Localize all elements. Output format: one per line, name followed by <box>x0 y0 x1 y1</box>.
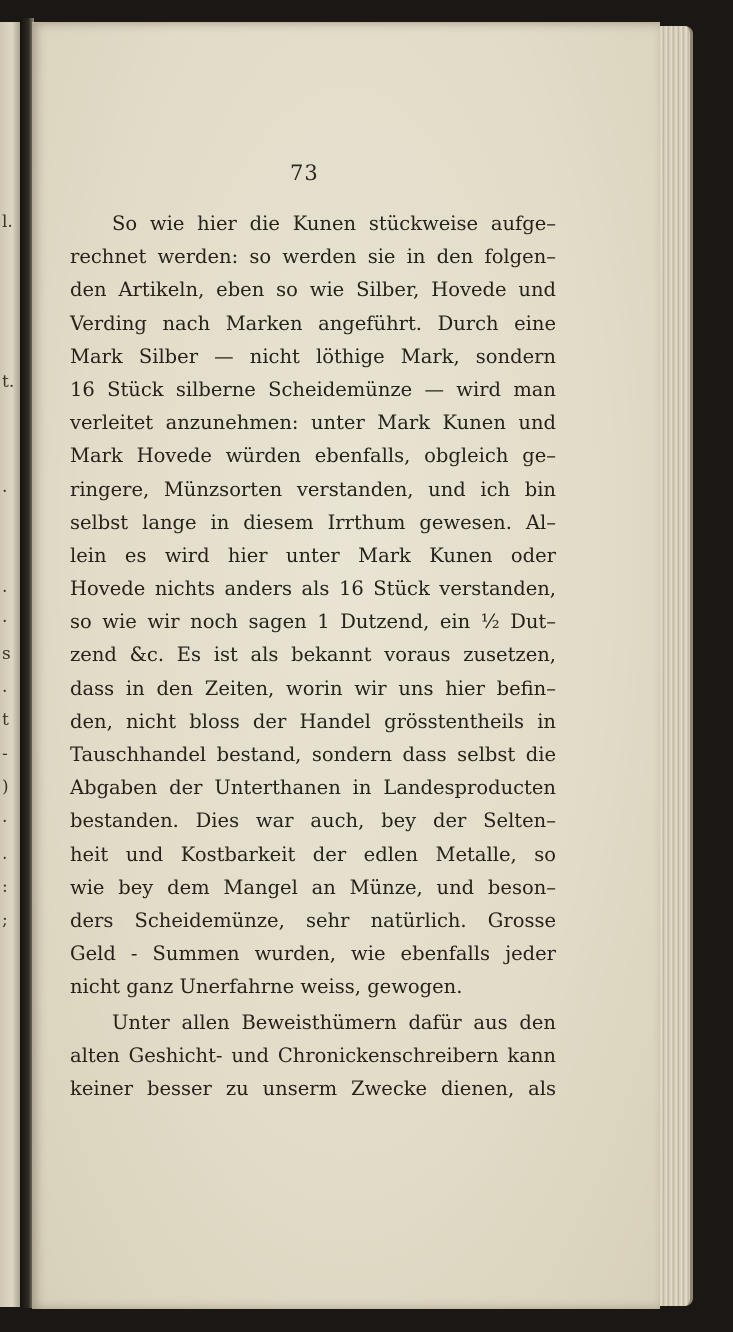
text-line: zend &c. Es ist als bekannt voraus zusetzen, <box>70 643 556 667</box>
text-line: Mark Silber — nicht löthige Mark, sondern <box>70 344 556 368</box>
text-line: lein es wird hier unter Mark Kunen oder <box>70 543 556 567</box>
adjacent-page-fragment: l. <box>2 212 13 232</box>
text-line: dass in den Zeiten, worin wir uns hier befin– <box>70 676 556 700</box>
text-line: 16 Stück silberne Scheidemünze — wird man <box>70 377 556 401</box>
adjacent-page-fragment: . <box>2 844 8 864</box>
page-edges <box>655 26 693 1306</box>
adjacent-page-fragment: · <box>2 812 8 832</box>
text-line: Unter allen Beweisthümern dafür aus den <box>112 1010 556 1034</box>
text-line: Tauschhandel bestand, sondern dass selbst die <box>70 743 556 766</box>
adjacent-page-fragment: : <box>2 877 8 897</box>
text-line: wie bey dem Mangel an Münze, und beson– <box>70 875 556 899</box>
text-line: So wie hier die Kunen stückweise aufge– <box>112 212 556 235</box>
text-line: ringere, Münzsorten verstanden, und ich bin <box>70 477 556 501</box>
adjacent-page-fragment: ) <box>2 777 9 797</box>
adjacent-page-fragment: . <box>2 677 8 697</box>
text-line: Mark Hovede würden ebenfalls, obgleich ge– <box>70 444 556 468</box>
text-line: den, nicht bloss der Handel grösstentheils in <box>70 709 556 733</box>
book-page <box>32 22 660 1309</box>
text-line: Geld - Summen wurden, wie ebenfalls jeder <box>70 942 556 966</box>
text-line: heit und Kostbarkeit der edlen Metalle, so <box>70 842 556 866</box>
text-line: ders Scheidemünze, sehr natürlich. Grosse <box>70 908 556 932</box>
text-line: Hovede nichts anders als 16 Stück verstanden, <box>70 577 556 601</box>
adjacent-page-fragment: . <box>2 477 8 497</box>
adjacent-page-fragment: - <box>2 744 8 764</box>
adjacent-page-fragment: . <box>2 577 8 597</box>
text-line: den Artikeln, eben so wie Silber, Hovede und <box>70 278 556 302</box>
text-line: Verding nach Marken angeführt. Durch eine <box>70 311 556 335</box>
text-line: bestanden. Dies war auch, bey der Selten– <box>70 809 556 833</box>
page-number: 73 <box>290 161 319 185</box>
text-line: so wie wir noch sagen 1 Dutzend, ein ½ Dut– <box>70 610 556 634</box>
adjacent-page-fragment: t. <box>2 372 15 392</box>
text-line: verleitet anzunehmen: unter Mark Kunen und <box>70 411 556 435</box>
text-line: selbst lange in diesem Irrthum gewesen. Al– <box>70 510 556 534</box>
adjacent-page-fragment: t <box>2 710 9 730</box>
adjacent-page-strip <box>0 22 22 1307</box>
text-line: alten Geshicht- und Chronickenschreibern kann <box>70 1043 556 1067</box>
adjacent-page-fragment: ; <box>2 910 8 930</box>
adjacent-page-fragment: · <box>2 612 8 632</box>
text-line: Abgaben der Unterthanen in Landesproducten <box>70 776 556 800</box>
text-line: rechnet werden: so werden sie in den folgen– <box>70 245 556 269</box>
adjacent-page-fragment: s <box>2 644 11 664</box>
text-line: nicht ganz Unerfahrne weiss, gewogen. <box>70 975 463 999</box>
text-line: keiner besser zu unserm Zwecke dienen, als <box>70 1076 556 1100</box>
body-text <box>70 207 556 1105</box>
